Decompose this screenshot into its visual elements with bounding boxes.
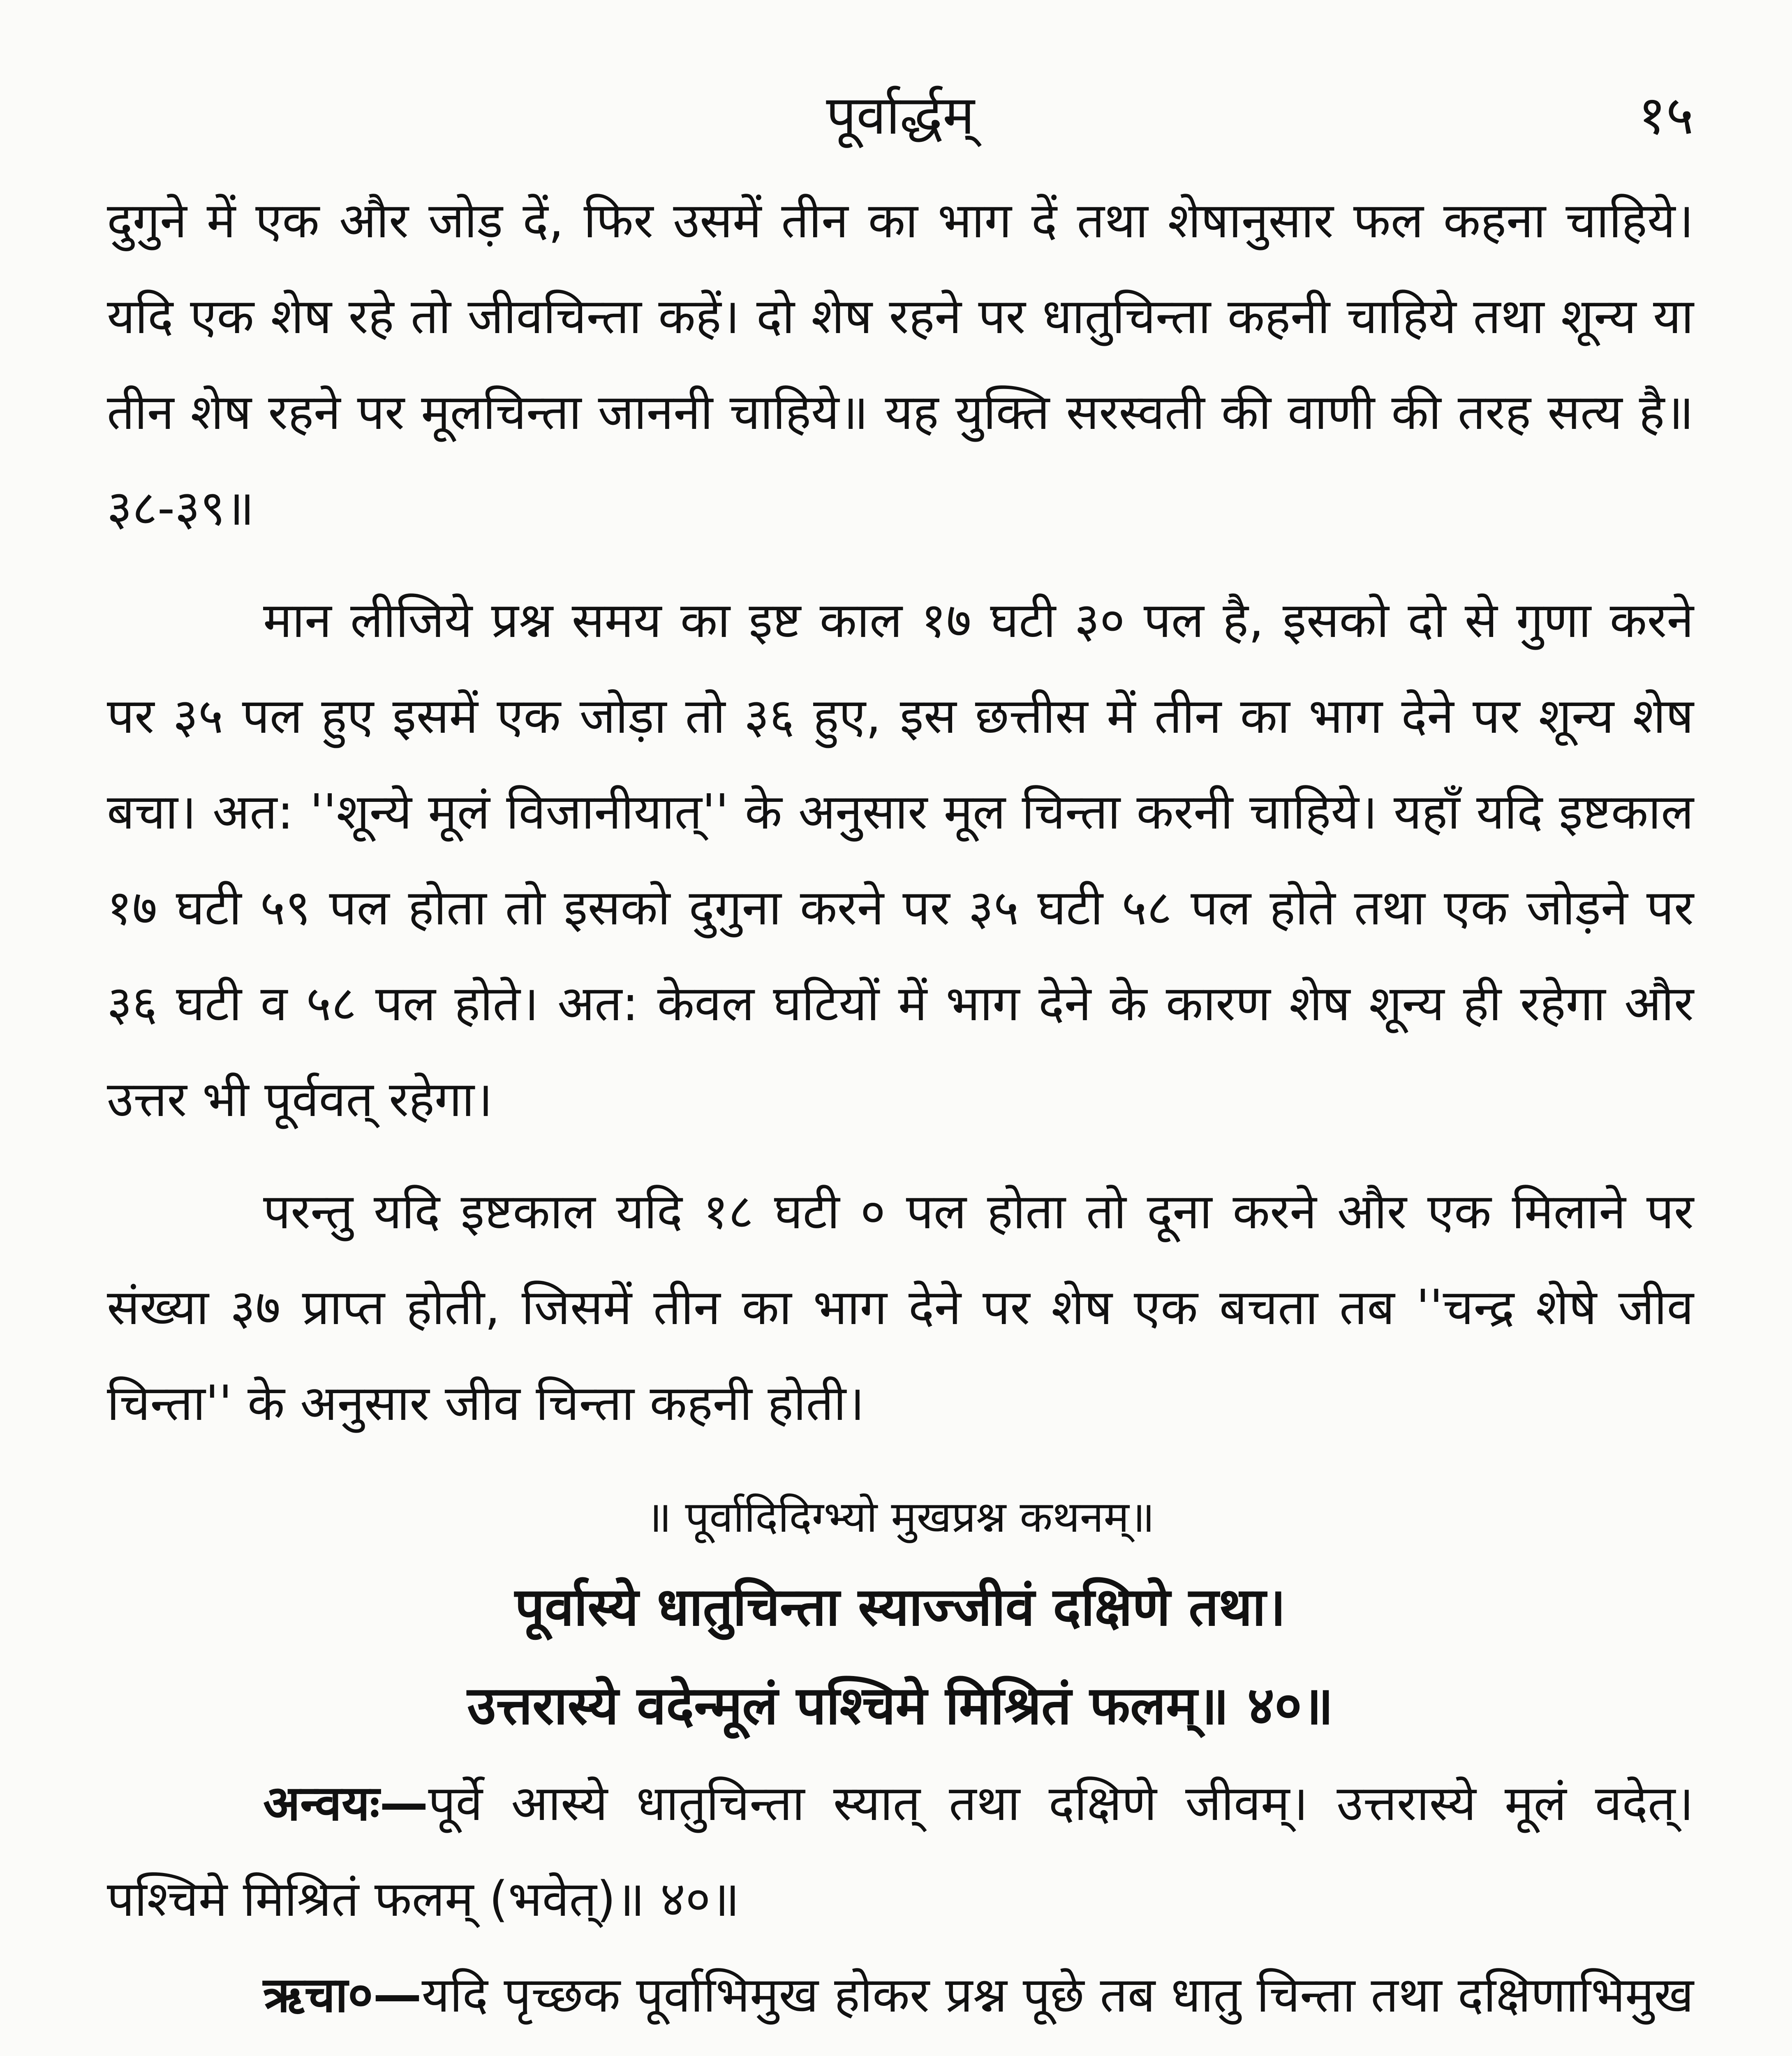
anvaya-paragraph: [107, 1755, 1694, 1947]
section-heading-directions: ॥ पूर्वादिदिग्भ्यो मुखप्रश्न कथनम्॥: [646, 1492, 1155, 1542]
running-title: पूर्वार्द्धम्: [826, 84, 975, 146]
shloka-line: पूर्वास्ये धातुचिन्ता स्याज्जीवं दक्षिणे तथा।: [515, 1577, 1286, 1638]
paragraph-3: परन्तु यदि इष्टकाल यदि १८ घटी ० पल होता तो दूना करने और एक मिलाने पर संख्या ३७ प्राप्त होती, जिसमें तीन का भाग देने पर शेष एक बचता तब ''चन्द्र शेषे जीव चिन्ता'' के अनुसार जीव चिन्ता कहनी होती।: [107, 1183, 1694, 1431]
page-body: [107, 173, 1694, 2056]
shloka-40: [107, 1558, 1694, 1755]
richa-text: यदि पृच्छक पूर्वाभिमुख होकर प्रश्न पूछे तब धातु चिन्ता तथा दक्षिणाभिमुख: [421, 1966, 1694, 2023]
paragraph-2: मान लीजिये प्रश्न समय का इष्ट काल १७ घटी ३० पल है, इसको दो से गुणा करने पर ३५ पल हुए इसमें एक जोड़ा तो ३६ हुए, इस छत्तीस में तीन का भाग देने पर शून्य शेष बचा। अत: ''शून्ये मूलं विजानीयात्'' के अनुसार मूल चिन्ता करनी चाहिये। यहाँ यदि इष्टकाल १७ घटी ५९ पल होता तो इसको दुगुना करने पर ३५ घटी ५८ पल होते तथा एक जोड़ने पर ३६ घटी व ५८ पल होते। अत: केवल घटियों में भाग देने के कारण शेष शून्य ही रहेगा और उत्तर भी पूर्ववत् रहेगा।: [107, 592, 1694, 1128]
paragraph-1: दुगुने में एक और जोड़ दें, फिर उसमें तीन का भाग दें तथा शेषानुसार फल कहना चाहिये। यदि एक शेष रहे तो जीवचिन्ता कहें। दो शेष रहने पर धातुचिन्ता कहनी चाहिये तथा शून्य या तीन शेष रहने पर मूलचिन्ता जाननी चाहिये॥ यह युक्ति सरस्वती की वाणी की तरह सत्य है॥ ३८-३९॥: [107, 192, 1694, 536]
anvaya-text: पूर्वे आस्ये धातुचिन्ता स्यात् तथा दक्षिणे जीवम्। उत्तरास्ये मूलं वदेत्। पश्चिमे मिश्रितं फलम् (भवेत्)॥ ४०॥: [107, 1775, 1694, 1927]
richa-paragraph: [107, 1947, 1694, 2056]
richa-label: ऋचा०—: [263, 1966, 422, 2023]
shloka-line: उत्तरास्ये वदेन्मूलं पश्चिमे मिश्रितं फलम्॥ ४०॥: [467, 1675, 1334, 1736]
page-number: १५: [1638, 84, 1694, 146]
page-header: [107, 74, 1694, 156]
anvaya-label: अन्वयः—: [263, 1775, 428, 1831]
